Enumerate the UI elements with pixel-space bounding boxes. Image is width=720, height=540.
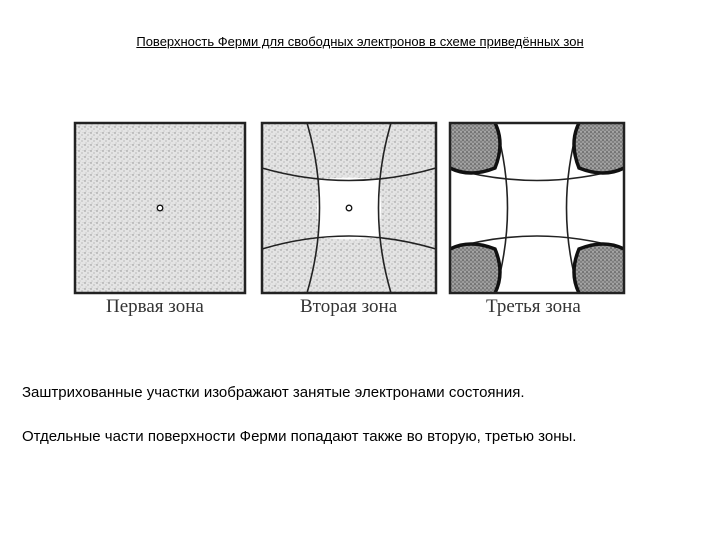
zone-diagram: [72, 120, 632, 300]
first-zone-label: Первая зона: [106, 296, 204, 317]
second-zone-panel: [262, 123, 436, 293]
third-zone-corner-bottom-left: [450, 244, 500, 293]
caption-fermi-parts: Отдельные части поверхности Ферми попадают также во вторую, третью зоны.: [22, 428, 577, 445]
second-zone-center-point: [346, 205, 352, 211]
caption-shaded-regions: Заштрихованные участки изображают занятые электронами состояния.: [22, 384, 525, 401]
first-zone-center-point: [157, 205, 163, 211]
third-zone-panel: [450, 123, 624, 293]
second-zone-label: Вторая зона: [300, 296, 398, 317]
third-zone-label: Третья зона: [486, 296, 581, 317]
third-zone-corner-top-right: [574, 123, 624, 173]
third-zone-corner-bottom-right: [574, 244, 624, 293]
first-zone-panel: [75, 123, 245, 293]
fermi-surface-figure: [72, 120, 632, 320]
third-zone-corner-top-left: [450, 123, 500, 173]
page-title: Поверхность Ферми для свободных электронов в схеме приведённых зон: [136, 34, 584, 49]
